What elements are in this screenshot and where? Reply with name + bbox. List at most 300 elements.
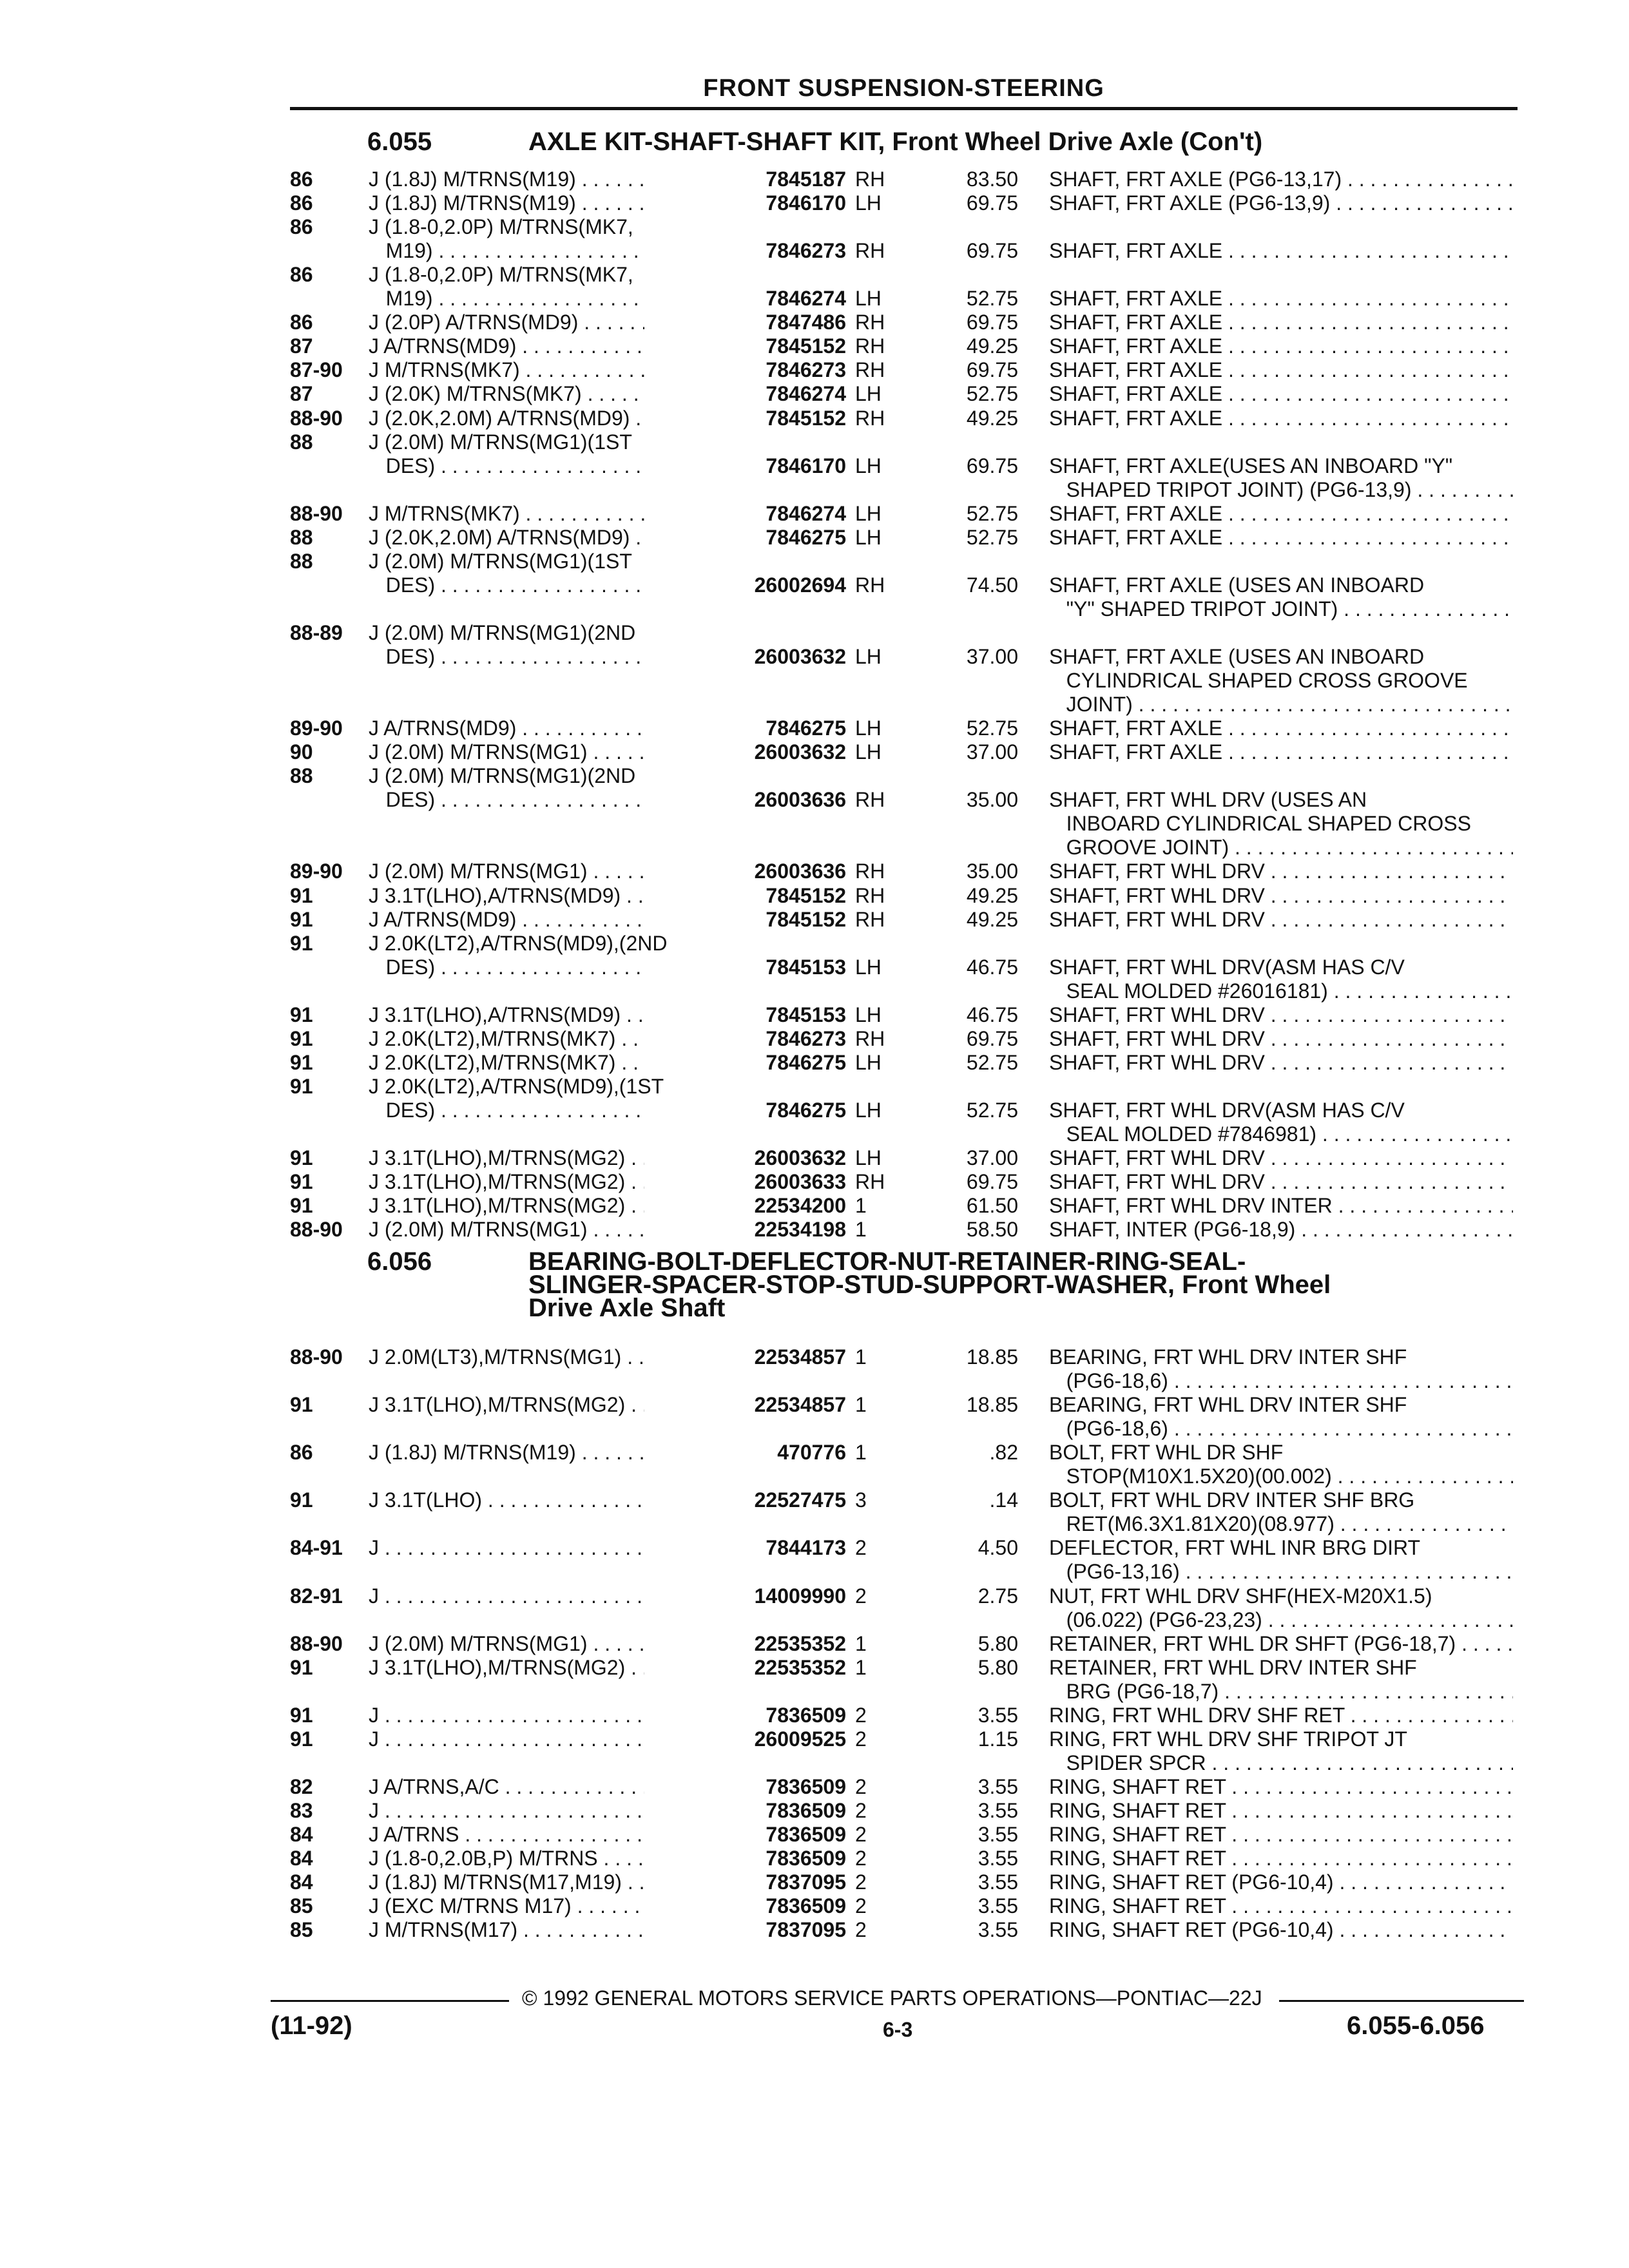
application: J A/TRNS(MD9) . . . <box>369 908 707 932</box>
part-number: 7837095 <box>644 1918 846 1942</box>
quantity: 2 <box>855 1870 867 1894</box>
part-name: SHAFT, FRT WHL DRV(ASM HAS C/V <box>1049 1098 1405 1122</box>
application: J 2.0K(LT2),A/TRNS(MD9),(1ST <box>369 1074 664 1098</box>
model-year: 85 <box>290 1918 313 1942</box>
price: 69.75 <box>966 191 1018 215</box>
footer-copyright: © 1992 GENERAL MOTORS SERVICE PARTS OPERATIONS—PONTIAC—22J <box>522 1986 1262 2010</box>
application: J (2.0M) M/TRNS(MG1) . . . <box>369 1632 707 1656</box>
price: 3.55 <box>978 1703 1018 1727</box>
part-number: 22534200 <box>644 1194 846 1218</box>
quantity: 2 <box>855 1918 867 1942</box>
model-year: 91 <box>290 1050 313 1074</box>
model-year: 91 <box>290 1074 313 1098</box>
part-name: SHAFT, FRT WHL DRV . . . <box>1049 1003 1513 1027</box>
part-name: SPIDER SPCR . . . <box>1049 1751 1513 1775</box>
application: J A/TRNS(MD9) . . . <box>369 716 707 740</box>
model-year: 91 <box>290 1170 313 1194</box>
part-name: SHAFT, FRT WHL DRV INTER . . . <box>1049 1194 1513 1218</box>
part-number: 7845187 <box>644 168 846 191</box>
part-name: SHAFT, FRT AXLE . . . <box>1049 740 1513 764</box>
part-name: SHAFT, FRT AXLE . . . <box>1049 526 1513 550</box>
section-number: 6.055 <box>367 128 432 156</box>
part-name: JOINT) . . . <box>1049 693 1513 716</box>
price: 52.75 <box>966 382 1018 406</box>
price: 5.80 <box>978 1655 1018 1679</box>
application: J M/TRNS(MK7) . . . <box>369 358 707 382</box>
application: J A/TRNS,A/C . . . <box>369 1775 707 1799</box>
model-year: 84 <box>290 1823 313 1846</box>
part-name: RING, SHAFT RET . . . <box>1049 1823 1513 1847</box>
model-year: 91 <box>290 1146 313 1170</box>
part-name: BOLT, FRT WHL DRV INTER SHF BRG <box>1049 1488 1415 1512</box>
price: 35.00 <box>966 788 1018 812</box>
model-year: 88 <box>290 764 313 788</box>
part-number: 7837095 <box>644 1870 846 1894</box>
application: DES) . . . <box>369 573 707 597</box>
price: 35.00 <box>966 860 1018 883</box>
application: J (2.0M) M/TRNS(MG1) . . . <box>369 740 707 764</box>
part-name: RETAINER, FRT WHL DRV INTER SHF <box>1049 1655 1417 1679</box>
part-name: (PG6-18,6) . . . <box>1049 1369 1513 1393</box>
footer-section-range: 6.055-6.056 <box>1347 2012 1485 2040</box>
model-year: 88-89 <box>290 620 343 644</box>
price: .14 <box>989 1488 1018 1512</box>
application: M19) . . . <box>369 287 707 311</box>
part-name: SHAFT, INTER (PG6-18,9) . . . <box>1049 1218 1513 1242</box>
price: 46.75 <box>966 955 1018 979</box>
model-year: 89-90 <box>290 716 343 740</box>
quantity: 2 <box>855 1823 867 1846</box>
part-name: INBOARD CYLINDRICAL SHAPED CROSS <box>1049 812 1471 836</box>
part-number: 22535352 <box>644 1632 846 1656</box>
application: J 2.0K(LT2),M/TRNS(MK7) . . . <box>369 1027 707 1051</box>
price: 69.75 <box>966 454 1018 477</box>
application: J A/TRNS . . . <box>369 1823 707 1847</box>
part-name: RING, SHAFT RET (PG6-10,4) . . . <box>1049 1870 1513 1894</box>
application: J M/TRNS(MK7) . . . <box>369 502 707 526</box>
part-name: SHAFT, FRT WHL DRV(ASM HAS C/V <box>1049 955 1405 979</box>
model-year: 88-90 <box>290 1631 343 1655</box>
model-year: 91 <box>290 1703 313 1727</box>
part-number: 7845152 <box>644 407 846 430</box>
application: J (1.8-0,2.0P) M/TRNS(MK7, <box>369 215 633 239</box>
part-number: 26003632 <box>644 740 846 764</box>
part-number: 14009990 <box>644 1584 846 1608</box>
quantity: LH <box>855 1098 882 1122</box>
part-name: RING, SHAFT RET . . . <box>1049 1847 1513 1870</box>
price: 49.25 <box>966 883 1018 907</box>
model-year: 91 <box>290 883 313 907</box>
application: J . . . <box>369 1727 707 1751</box>
price: 69.75 <box>966 239 1018 263</box>
quantity: 1 <box>855 1345 867 1369</box>
price: 69.75 <box>966 1026 1018 1050</box>
part-name: SHAFT, FRT WHL DRV . . . <box>1049 1051 1513 1075</box>
price: 3.55 <box>978 1894 1018 1918</box>
quantity: 1 <box>855 1655 867 1679</box>
model-year: 87-90 <box>290 358 343 382</box>
quantity: LH <box>855 191 882 215</box>
part-number: 22534857 <box>644 1393 846 1417</box>
price: 69.75 <box>966 358 1018 382</box>
application: J 3.1T(LHO),M/TRNS(MG2) . . . <box>369 1194 707 1218</box>
model-year: 82 <box>290 1774 313 1798</box>
part-number: 26003632 <box>644 645 846 669</box>
application: J . . . <box>369 1704 707 1727</box>
model-year: 91 <box>290 907 313 931</box>
price: 61.50 <box>966 1194 1018 1218</box>
price: 83.50 <box>966 168 1018 191</box>
price: 3.55 <box>978 1798 1018 1822</box>
part-name: (PG6-13,16) . . . <box>1049 1560 1513 1584</box>
part-name: RING, FRT WHL DRV SHF RET . . . <box>1049 1704 1513 1727</box>
part-number: 7846275 <box>644 1051 846 1075</box>
application: DES) . . . <box>369 788 707 812</box>
section-title <box>528 1247 1559 1322</box>
application: J 3.1T(LHO),M/TRNS(MG2) . . . <box>369 1393 707 1417</box>
quantity: 1 <box>855 1194 867 1218</box>
model-year: 91 <box>290 1393 313 1417</box>
application: J 3.1T(LHO),A/TRNS(MD9) . . . <box>369 1003 707 1027</box>
part-name: SHAFT, FRT AXLE(USES AN INBOARD "Y" <box>1049 454 1453 477</box>
price: 3.55 <box>978 1823 1018 1846</box>
part-name: SHAFT, FRT AXLE . . . <box>1049 334 1513 358</box>
part-name: RING, SHAFT RET . . . <box>1049 1775 1513 1799</box>
application: DES) . . . <box>369 454 707 478</box>
quantity: RH <box>855 1026 885 1050</box>
price: 4.50 <box>978 1536 1018 1560</box>
model-year: 88-90 <box>290 501 343 525</box>
part-number: 26002694 <box>644 573 846 597</box>
application: J (1.8-0,2.0P) M/TRNS(MK7, <box>369 263 633 287</box>
quantity: 2 <box>855 1894 867 1918</box>
quantity: LH <box>855 525 882 549</box>
quantity: RH <box>855 168 885 191</box>
quantity: RH <box>855 1170 885 1194</box>
application: J (2.0M) M/TRNS(MG1)(2ND <box>369 764 636 788</box>
quantity: 2 <box>855 1847 867 1870</box>
price: 52.75 <box>966 525 1018 549</box>
model-year: 90 <box>290 740 313 764</box>
part-name: SHAFT, FRT AXLE . . . <box>1049 716 1513 740</box>
application: J (2.0K) M/TRNS(MK7) . . . <box>369 382 707 406</box>
part-number: 22534857 <box>644 1345 846 1369</box>
part-name: RING, SHAFT RET (PG6-10,4) . . . <box>1049 1918 1513 1942</box>
part-name: SHAPED TRIPOT JOINT) (PG6-13,9) . . . <box>1049 478 1513 502</box>
model-year: 91 <box>290 1194 313 1218</box>
part-name: SHAFT, FRT AXLE . . . <box>1049 287 1513 311</box>
quantity: RH <box>855 907 885 931</box>
application: J (2.0M) M/TRNS(MG1) . . . <box>369 1218 707 1242</box>
quantity: RH <box>855 406 885 430</box>
part-name: SHAFT, FRT WHL DRV . . . <box>1049 1170 1513 1194</box>
quantity: 2 <box>855 1774 867 1798</box>
quantity: LH <box>855 1003 882 1026</box>
price: 18.85 <box>966 1345 1018 1369</box>
application: J 3.1T(LHO),M/TRNS(MG2) . . . <box>369 1656 707 1680</box>
part-number: 7845153 <box>644 956 846 979</box>
part-name: RET(M6.3X1.81X20)(08.977) . . . <box>1049 1512 1513 1536</box>
footer-page-number: 6-3 <box>883 2018 913 2041</box>
price: 46.75 <box>966 1003 1018 1026</box>
quantity: RH <box>855 311 885 334</box>
application: J (2.0M) M/TRNS(MG1)(2ND <box>369 620 636 644</box>
quantity: RH <box>855 883 885 907</box>
part-name: SEAL MOLDED #7846981) . . . <box>1049 1122 1513 1146</box>
model-year: 85 <box>290 1894 313 1918</box>
price: 2.75 <box>978 1584 1018 1608</box>
quantity: LH <box>855 955 882 979</box>
price: 49.25 <box>966 334 1018 358</box>
part-name: RING, SHAFT RET . . . <box>1049 1799 1513 1823</box>
quantity: RH <box>855 239 885 263</box>
part-name: SHAFT, FRT WHL DRV . . . <box>1049 1146 1513 1170</box>
model-year: 87 <box>290 334 313 358</box>
part-number: 22534198 <box>644 1218 846 1242</box>
part-name: SHAFT, FRT AXLE . . . <box>1049 358 1513 382</box>
application: M19) . . . <box>369 239 707 263</box>
part-number: 7845152 <box>644 908 846 932</box>
application: J (2.0P) A/TRNS(MD9) . . . <box>369 311 707 334</box>
part-name: SEAL MOLDED #26016181) . . . <box>1049 979 1513 1003</box>
part-name: RING, FRT WHL DRV SHF TRIPOT JT <box>1049 1727 1407 1751</box>
part-number: 7836509 <box>644 1775 846 1799</box>
part-number: 7836509 <box>644 1847 846 1870</box>
quantity: RH <box>855 334 885 358</box>
section-number: 6.056 <box>367 1247 432 1276</box>
page-title: FRONT SUSPENSION-STEERING <box>703 75 1104 102</box>
application: J (2.0M) M/TRNS(MG1) . . . <box>369 860 707 883</box>
model-year: 91 <box>290 1026 313 1050</box>
price: 69.75 <box>966 1170 1018 1194</box>
part-name: SHAFT, FRT WHL DRV . . . <box>1049 1027 1513 1051</box>
application: J (1.8J) M/TRNS(M17,M19) . . . <box>369 1870 707 1894</box>
part-name: BEARING, FRT WHL DRV INTER SHF <box>1049 1393 1407 1417</box>
part-name: RING, SHAFT RET . . . <box>1049 1894 1513 1918</box>
model-year: 86 <box>290 311 313 334</box>
part-name: SHAFT, FRT AXLE (USES AN INBOARD <box>1049 573 1425 597</box>
model-year: 91 <box>290 1488 313 1512</box>
application: J (2.0M) M/TRNS(MG1)(1ST <box>369 549 632 573</box>
price: 52.75 <box>966 1050 1018 1074</box>
quantity: 1 <box>855 1393 867 1417</box>
application: J . . . <box>369 1536 707 1560</box>
application: J (1.8-0,2.0B,P) M/TRNS . . . <box>369 1847 707 1870</box>
part-name: SHAFT, FRT WHL DRV . . . <box>1049 884 1513 908</box>
model-year: 86 <box>290 215 313 239</box>
price: 1.15 <box>978 1727 1018 1751</box>
part-name: SHAFT, FRT AXLE . . . <box>1049 407 1513 430</box>
part-number: 7846170 <box>644 454 846 478</box>
part-number: 7836509 <box>644 1799 846 1823</box>
section-6055-heading <box>367 128 1262 157</box>
price: 52.75 <box>966 1098 1018 1122</box>
application: J 2.0M(LT3),M/TRNS(MG1) . . . <box>369 1345 707 1369</box>
part-number: 26003632 <box>644 1146 846 1170</box>
part-name: BEARING, FRT WHL DRV INTER SHF <box>1049 1345 1407 1369</box>
quantity: 2 <box>855 1798 867 1822</box>
part-name: SHAFT, FRT AXLE . . . <box>1049 311 1513 334</box>
quantity: 1 <box>855 1631 867 1655</box>
quantity: 1 <box>855 1218 867 1242</box>
model-year: 88 <box>290 525 313 549</box>
price: 3.55 <box>978 1774 1018 1798</box>
part-number: 26003636 <box>644 788 846 812</box>
price: 74.50 <box>966 573 1018 597</box>
quantity: LH <box>855 645 882 668</box>
application: J (EXC M/TRNS M17) . . . <box>369 1894 707 1918</box>
model-year: 87 <box>290 382 313 406</box>
quantity: RH <box>855 358 885 382</box>
model-year: 88-90 <box>290 1218 343 1242</box>
price: 37.00 <box>966 740 1018 764</box>
model-year: 89-90 <box>290 860 343 883</box>
part-name: SHAFT, FRT AXLE . . . <box>1049 502 1513 526</box>
price: 52.75 <box>966 501 1018 525</box>
part-name: BOLT, FRT WHL DR SHF <box>1049 1441 1284 1465</box>
part-name: RETAINER, FRT WHL DR SHFT (PG6-18,7) . . . <box>1049 1632 1513 1656</box>
model-year: 91 <box>290 1655 313 1679</box>
model-year: 88-90 <box>290 1345 343 1369</box>
part-number: 7846273 <box>644 358 846 382</box>
part-name: SHAFT, FRT AXLE . . . <box>1049 382 1513 406</box>
part-name: (PG6-18,6) . . . <box>1049 1417 1513 1441</box>
quantity: LH <box>855 454 882 477</box>
part-number: 7846274 <box>644 502 846 526</box>
application: DES) . . . <box>369 1099 707 1122</box>
application: J 3.1T(LHO),A/TRNS(MD9) . . . <box>369 884 707 908</box>
application: J (2.0K,2.0M) A/TRNS(MD9) . . . <box>369 407 707 430</box>
part-name: SHAFT, FRT WHL DRV (USES AN <box>1049 788 1367 812</box>
section-title-line: BEARING-BOLT-DEFLECTOR-NUT-RETAINER-RING-SEAL- <box>528 1247 1246 1276</box>
part-number: 26003633 <box>644 1170 846 1194</box>
part-name: "Y" SHAPED TRIPOT JOINT) . . . <box>1049 597 1513 621</box>
application: J A/TRNS(MD9) . . . <box>369 334 707 358</box>
model-year: 84-91 <box>290 1536 343 1560</box>
part-number: 7846273 <box>644 1027 846 1051</box>
part-name: SHAFT, FRT WHL DRV . . . <box>1049 860 1513 883</box>
part-name: SHAFT, FRT AXLE (PG6-13,17) . . . <box>1049 168 1513 191</box>
part-number: 7847486 <box>644 311 846 334</box>
model-year: 88 <box>290 549 313 573</box>
model-year: 82-91 <box>290 1584 343 1608</box>
quantity: 2 <box>855 1584 867 1608</box>
model-year: 88-90 <box>290 406 343 430</box>
price: 52.75 <box>966 287 1018 311</box>
part-number: 470776 <box>644 1441 846 1465</box>
application: J (2.0K,2.0M) A/TRNS(MD9) . . . <box>369 526 707 550</box>
quantity: 3 <box>855 1488 867 1512</box>
quantity: LH <box>855 740 882 764</box>
price: 49.25 <box>966 406 1018 430</box>
quantity: RH <box>855 860 885 883</box>
part-name: GROOVE JOINT) . . . <box>1049 836 1513 860</box>
application: J 3.1T(LHO),M/TRNS(MG2) . . . <box>369 1146 707 1170</box>
part-name: STOP(M10X1.5X20)(00.002) . . . <box>1049 1465 1513 1488</box>
price: 69.75 <box>966 311 1018 334</box>
model-year: 88 <box>290 430 313 454</box>
part-number: 7846274 <box>644 287 846 311</box>
footer-date: (11-92) <box>271 2012 352 2040</box>
part-number: 7845152 <box>644 884 846 908</box>
price: 37.00 <box>966 1146 1018 1170</box>
quantity: 2 <box>855 1536 867 1560</box>
part-number: 7846275 <box>644 1099 846 1122</box>
application: J (1.8J) M/TRNS(M19) . . . <box>369 168 707 191</box>
model-year: 84 <box>290 1870 313 1894</box>
part-number: 7846274 <box>644 382 846 406</box>
quantity: RH <box>855 573 885 597</box>
part-number: 7844173 <box>644 1536 846 1560</box>
quantity: 2 <box>855 1703 867 1727</box>
quantity: RH <box>855 788 885 812</box>
quantity: LH <box>855 716 882 740</box>
footer-rule-left <box>271 2000 509 2002</box>
application: J (1.8J) M/TRNS(M19) . . . <box>369 191 707 215</box>
part-number: 22535352 <box>644 1656 846 1680</box>
part-number: 7845153 <box>644 1003 846 1027</box>
price: 18.85 <box>966 1393 1018 1417</box>
quantity: LH <box>855 501 882 525</box>
part-name: CYLINDRICAL SHAPED CROSS GROOVE <box>1049 669 1468 693</box>
price: 52.75 <box>966 716 1018 740</box>
application: J 3.1T(LHO),M/TRNS(MG2) . . . <box>369 1170 707 1194</box>
part-name: (06.022) (PG6-23,23) . . . <box>1049 1608 1513 1632</box>
model-year: 91 <box>290 1003 313 1026</box>
part-number: 7846275 <box>644 716 846 740</box>
part-name: SHAFT, FRT AXLE (PG6-13,9) . . . <box>1049 191 1513 215</box>
application: J 2.0K(LT2),M/TRNS(MK7) . . . <box>369 1051 707 1075</box>
application: J (1.8J) M/TRNS(M19) . . . <box>369 1441 707 1465</box>
part-name: DEFLECTOR, FRT WHL INR BRG DIRT <box>1049 1536 1421 1560</box>
part-number: 7845152 <box>644 334 846 358</box>
application: J . . . <box>369 1584 707 1608</box>
part-number: 26003636 <box>644 860 846 883</box>
model-year: 91 <box>290 1727 313 1751</box>
application: J (2.0M) M/TRNS(MG1)(1ST <box>369 430 632 454</box>
section-title-line: Drive Axle Shaft <box>528 1294 726 1322</box>
price: 37.00 <box>966 645 1018 668</box>
price: 5.80 <box>978 1631 1018 1655</box>
model-year: 83 <box>290 1798 313 1822</box>
part-number: 7846275 <box>644 526 846 550</box>
model-year: 86 <box>290 191 313 215</box>
price: 3.55 <box>978 1918 1018 1942</box>
application: J . . . <box>369 1799 707 1823</box>
model-year: 86 <box>290 1441 313 1465</box>
part-number: 7836509 <box>644 1823 846 1847</box>
part-name: SHAFT, FRT AXLE . . . <box>1049 239 1513 263</box>
section-title-line: SLINGER-SPACER-STOP-STUD-SUPPORT-WASHER, Front Wheel <box>528 1271 1331 1299</box>
application: DES) . . . <box>369 956 707 979</box>
model-year: 91 <box>290 931 313 955</box>
price: .82 <box>989 1441 1018 1465</box>
price: 58.50 <box>966 1218 1018 1242</box>
quantity: 2 <box>855 1727 867 1751</box>
price: 3.55 <box>978 1847 1018 1870</box>
footer-rule-right <box>1279 2000 1524 2002</box>
price: 49.25 <box>966 907 1018 931</box>
application: J M/TRNS(M17) . . . <box>369 1918 707 1942</box>
part-name: BRG (PG6-18,7) . . . <box>1049 1680 1513 1704</box>
quantity: LH <box>855 382 882 406</box>
application: J 2.0K(LT2),A/TRNS(MD9),(2ND <box>369 931 668 955</box>
part-number: 7836509 <box>644 1894 846 1918</box>
quantity: LH <box>855 1146 882 1170</box>
part-number: 7836509 <box>644 1704 846 1727</box>
part-name: SHAFT, FRT AXLE (USES AN INBOARD <box>1049 645 1425 668</box>
model-year: 86 <box>290 168 313 191</box>
